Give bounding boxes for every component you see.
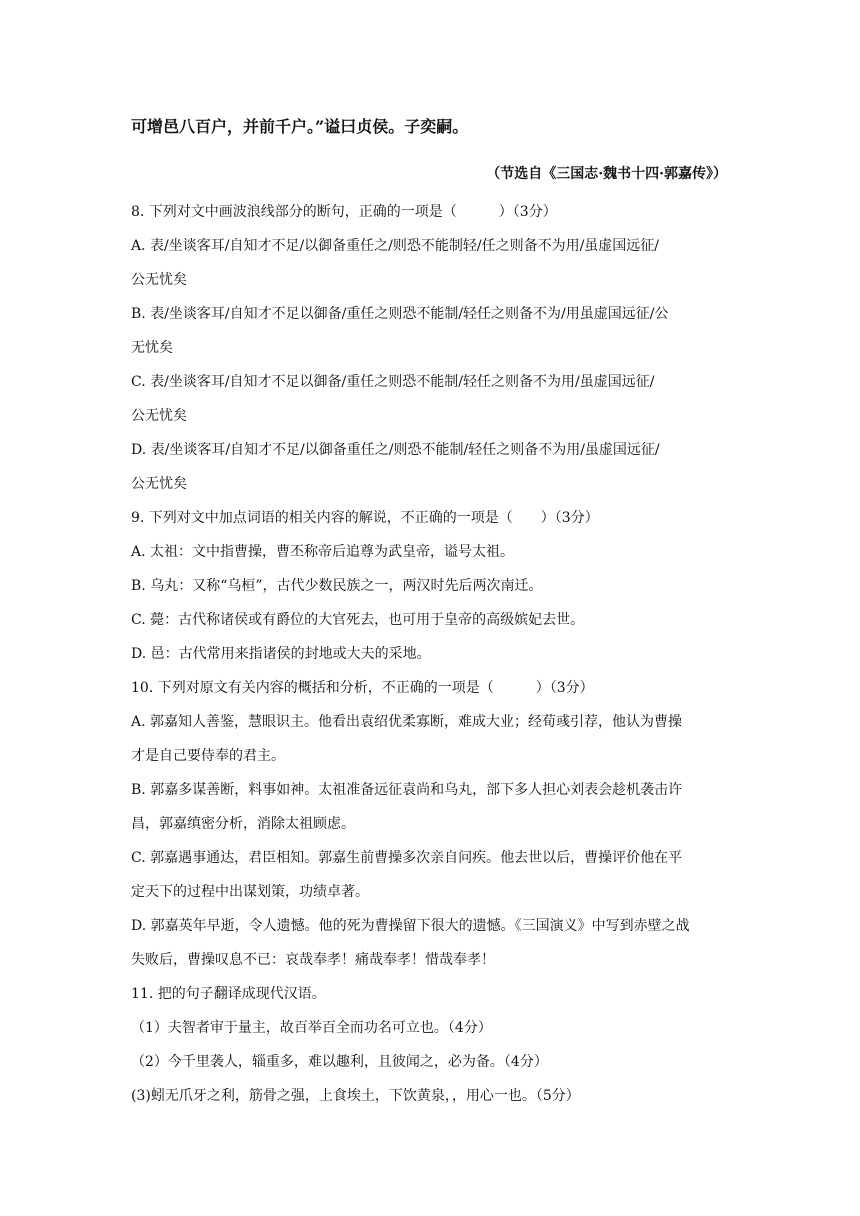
q8-option-a-line1: A. 表/坐谈客耳/自知才不足/以御备重任之/则恐不能制轻/任之则备不为用/虽虚国远征/ [131,238,660,254]
q9-stem: 9. 下列对文中加点词语的相关内容的解说，不正确的一项是（ ）（3分） [131,510,599,526]
q10-stem: 10. 下列对原文有关内容的概括和分析，不正确的一项是（ ）（3分） [131,680,594,696]
q10-option-c-line2: 定天下的过程中出谋划策，功绩卓著。 [131,884,369,900]
q10-option-c-line1: C. 郭嘉遇事通达，君臣相知。郭嘉生前曹操多次亲自问疾。他去世以后，曹操评价他在平 [131,850,683,866]
passage-source: （节选自《三国志·魏书十四·郭嘉传》） [486,166,727,182]
q8-option-b-line2: 无忧矣 [131,340,173,356]
passage-last-line: 可增邑八百户，并前千户。”谥曰贞侯。子奕嗣。 [131,117,469,136]
q8-option-a-line2: 公无忧矣 [131,272,187,288]
q11-sentence-3: (3)蚓无爪牙之利，筋骨之强，上食埃土，下饮黄泉，，用心一也。（5分） [131,1088,580,1104]
q10-option-a-line2: 才是自己要侍奉的君主。 [131,748,285,764]
q10-option-d-line2: 失败后，曹操叹息不已：哀哉奉孝！痛哉奉孝！惜哉奉孝！ [131,952,495,968]
q10-option-a-line1: A. 郭嘉知人善鉴，慧眼识主。他看出袁绍优柔寡断，难成大业；经荀彧引荐，他认为曹操 [131,714,683,730]
q8-option-d-line1: D. 表/坐谈客耳/自知才不足/以御备重任之/则恐不能制/轻任之则备不为用/虽虚国远征/ [131,442,660,458]
q10-option-d-line1: D. 郭嘉英年早逝，令人遗憾。他的死为曹操留下很大的遗憾。《三国演义》中写到赤壁之战 [131,918,690,934]
q11-sentence-2: （2）今千里袭人，辎重多，难以趣利，且彼闻之，必为备。（4分） [131,1054,548,1070]
q11-stem: 11. 把的句子翻译成现代汉语。 [131,986,326,1002]
q8-option-c-line1: C. 表/坐谈客耳/自知才不足以御备/重任之则恐不能制/轻任之则备不为用/虽虚国远征/ [131,374,655,390]
q8-option-d-line2: 公无忧矣 [131,476,187,492]
q8-option-b-line1: B. 表/坐谈客耳/自知才不足以御备/重任之则恐不能制/轻任之则备不为/用虽虚国远征/公 [131,306,669,322]
q9-option-c: C. 薨：古代称诸侯或有爵位的大官死去，也可用于皇帝的高级嫔妃去世。 [131,612,585,628]
q9-option-d: D. 邑：古代常用来指诸侯的封地或大夫的采地。 [131,646,431,662]
q8-option-c-line2: 公无忧矣 [131,408,187,424]
q10-option-b-line2: 昌，郭嘉缜密分析，消除太祖顾虑。 [131,816,355,832]
q9-option-a: A. 太祖：文中指曹操，曹丕称帝后追尊为武皇帝，谥号太祖。 [131,544,515,560]
q10-option-b-line1: B. 郭嘉多谋善断，料事如神。太祖准备远征袁尚和乌丸，部下多人担心刘表会趁机袭击许 [131,782,683,798]
q11-sentence-1: （1）夫智者审于量主，故百举百全而功名可立也。（4分） [131,1020,492,1036]
q9-option-b: B. 乌丸：又称“乌桓”，古代少数民族之一，两汉时先后两次南迁。 [131,578,543,594]
q8-stem: 8. 下列对文中画波浪线部分的断句，正确的一项是（ ）（3分） [131,204,557,220]
